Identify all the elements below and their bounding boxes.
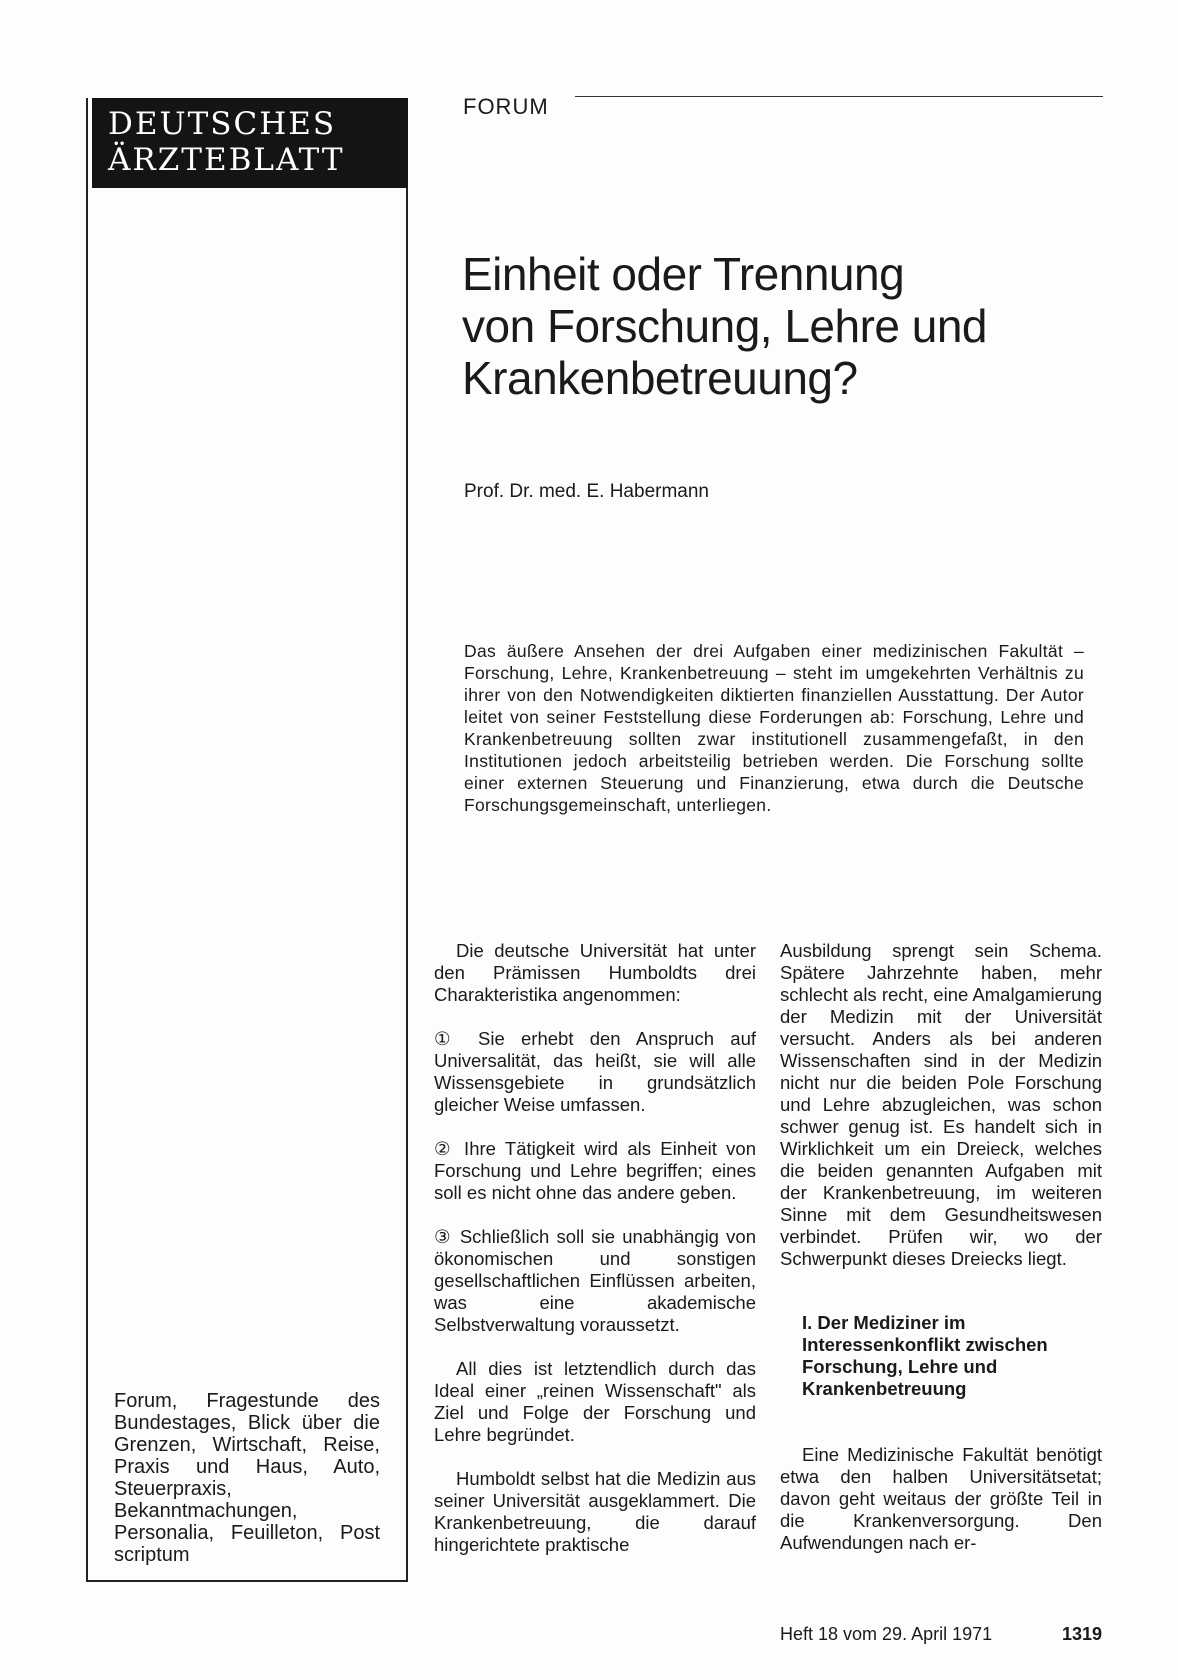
- body-paragraph: Eine Medizinische Fakultät benötigt etwa den halben Universitätsetat; davon geht weitaus der größte Teil in die Krankenversorgung. Den Aufwendungen nach er-: [780, 1444, 1102, 1553]
- page-number: 1319: [1062, 1624, 1103, 1644]
- title-line-2: von Forschung, Lehre und: [462, 300, 988, 352]
- body-paragraph: ② Ihre Tätigkeit wird als Einheit von Forschung und Lehre begriffen; eines soll es nicht ohne das andere geben.: [434, 1138, 756, 1203]
- body-paragraph: ① Sie erhebt den Anspruch auf Universalität, das heißt, sie will alle Wissensgebiete in grundsätzlich gleicher Weise umfassen.: [434, 1028, 756, 1115]
- title-line-1: Einheit oder Trennung: [462, 248, 905, 300]
- body-paragraph: Humboldt selbst hat die Medizin aus seiner Universität ausgeklammert. Die Krankenbetreuung, die darauf hingerichtete praktische: [434, 1468, 756, 1555]
- body-paragraph: ③ Schließlich soll sie unabhängig von ökonomischen und sonstigen gesellschaftlichen Einflüssen arbeiten, was eine akademische Selbstverwaltung voraussetzt.: [434, 1226, 756, 1335]
- sidebar-section-list: Forum, Fragestunde des Bundestages, Blick über die Grenzen, Wirtschaft, Reise, Praxis und Haus, Auto, Steuerpraxis, Bekanntmachungen, Personalia, Feuilleton, Post scriptum: [114, 1390, 380, 1566]
- sidebar-frame: [86, 98, 408, 1582]
- section-rule: [575, 96, 1103, 97]
- article-title: [462, 248, 1102, 404]
- masthead-line-2: ÄRZTEBLATT: [108, 142, 345, 178]
- section-heading: I. Der Mediziner im Interessenkonflikt zwischen Forschung, Lehre und Krankenbetreuung: [802, 1312, 1048, 1399]
- body-column-1: [434, 940, 756, 1578]
- body-column-2: [780, 940, 1102, 1576]
- body-paragraph: Ausbildung sprengt sein Schema. Spätere Jahrzehnte haben, mehr schlecht als recht, eine Amalgamierung der Medizin mit der Universität versucht. Anders als bei anderen Wissenschaften sind in der Medizin nicht nur die beiden Pole Forschung und Lehre abzugleichen, was schon schwer genug ist. Es handelt sich in Wirklichkeit um ein Dreieck, welches die beiden genannten Aufgaben mit der Krankenbetreuung, im weiteren Sinne mit dem Gesundheitswesen verbindet. Prüfen wir, wo der Schwerpunkt dieses Dreiecks liegt.: [780, 940, 1102, 1269]
- body-paragraph: All dies ist letztendlich durch das Ideal einer „reinen Wissenschaft" als Ziel und Folge der Forschung und Lehre begründet.: [434, 1358, 756, 1445]
- title-line-3: Krankenbetreuung?: [462, 352, 858, 404]
- masthead-line-1: DEUTSCHES: [108, 106, 337, 142]
- section-label: FORUM: [463, 94, 549, 119]
- article-author: Prof. Dr. med. E. Habermann: [464, 481, 709, 502]
- article-abstract: Das äußere Ansehen der drei Aufgaben einer medizinischen Fakultät – Forschung, Lehre, Krankenbetreuung – steht im umgekehrten Verhältnis zu ihrer von den Notwendigkeiten diktierten finanziellen Ausstattung. Der Autor leitet von seiner Feststellung diese Forderungen ab: Forschung, Lehre und Krankenbetreuung sollten zwar institutionell zusammengefaßt, in den Institutionen jedoch arbeitsteilig betrieben werden. Die Forschung sollte einer externen Steuerung und Finanzierung, etwa durch die Deutsche Forschungsgemeinschaft, unterliegen.: [464, 641, 1084, 815]
- issue-info: Heft 18 vom 29. April 1971: [780, 1624, 993, 1644]
- body-paragraph: Die deutsche Universität hat unter den Prämissen Humboldts drei Charakteristika angenommen:: [434, 940, 756, 1005]
- journal-masthead: [92, 98, 408, 188]
